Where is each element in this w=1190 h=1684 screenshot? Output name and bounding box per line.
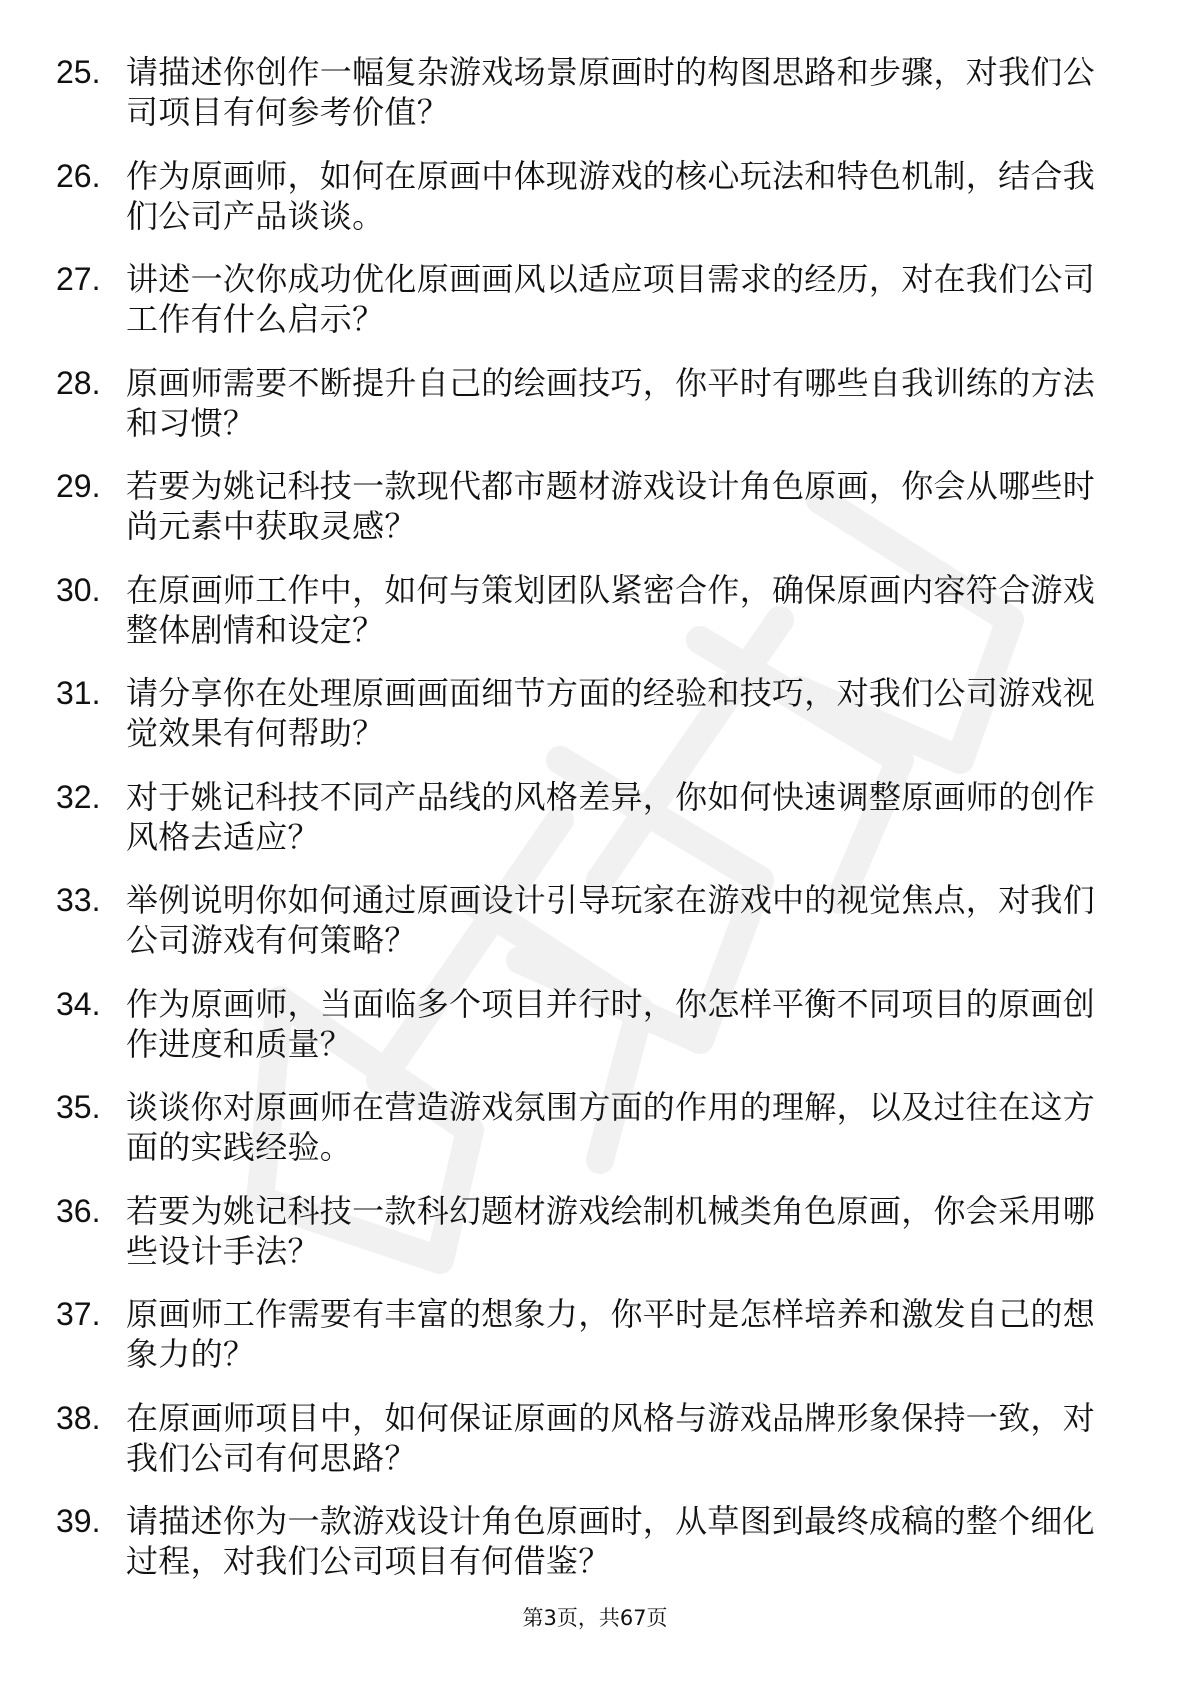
question-number: 27. [56,261,101,297]
question-number: 33. [56,882,101,918]
question-text: 请描述你为一款游戏设计角色原画时，从草图到最终成稿的整个细化过程，对我们公司项目有何借鉴？ [126,1502,1096,1580]
question-number: 25. [56,54,101,90]
question-text: 请描述你创作一幅复杂游戏场景原画时的构图思路和步骤，对我们公司项目有何参考价值？ [126,53,1096,131]
question-text: 原画师需要不断提升自己的绘画技巧，你平时有哪些自我训练的方法和习惯？ [126,363,1096,442]
question-text: 若要为姚记科技一款科幻题材游戏绘制机械类角色原画，你会采用哪些设计手法？ [126,1191,1096,1270]
question-item [0,1294,1190,1398]
question-number: 32. [56,778,101,815]
question-text: 谈谈你对原画师在营造游戏氛围方面的作用的理解，以及过往在这方面的实践经验。 [126,1088,1096,1166]
question-number: 34. [56,985,101,1022]
page-number-label: 第3页，共67页 [522,1606,668,1630]
question-item [0,777,1190,881]
question-text: 若要为姚记科技一款现代都市题材游戏设计角色原画，你会从哪些时尚元素中获取灵感？ [126,467,1096,545]
question-list [0,52,1190,1605]
question-text: 讲述一次你成功优化原画画风以适应项目需求的经历，对在我们公司工作有什么启示？ [126,260,1096,338]
question-item [0,1087,1190,1191]
question-text: 原画师工作需要有丰富的想象力，你平时是怎样培养和激发自己的想象力的？ [126,1295,1096,1373]
question-item [0,1501,1190,1605]
question-item [0,259,1190,363]
question-number: 36. [56,1192,101,1229]
page-footer [0,1604,1190,1632]
question-item [0,1191,1190,1295]
question-item [0,52,1190,156]
question-number: 39. [56,1503,101,1539]
question-item [0,570,1190,674]
question-number: 37. [56,1296,101,1332]
question-number: 28. [56,364,101,401]
question-text: 作为原画师，当面临多个项目并行时，你怎样平衡不同项目的原画创作进度和质量？ [126,984,1096,1063]
question-text: 对于姚记科技不同产品线的风格差异，你如何快速调整原画师的创作风格去适应？ [126,777,1096,856]
question-item [0,984,1190,1088]
question-text: 在原画师工作中，如何与策划团队紧密合作，确保原画内容符合游戏整体剧情和设定？ [126,570,1096,649]
question-item [0,880,1190,984]
question-text: 举例说明你如何通过原画设计引导玩家在游戏中的视觉焦点，对我们公司游戏有何策略？ [126,881,1096,959]
question-item [0,156,1190,260]
question-item [0,363,1190,467]
question-number: 35. [56,1089,101,1125]
question-text: 作为原画师，如何在原画中体现游戏的核心玩法和特色机制，结合我们公司产品谈谈。 [126,156,1096,235]
question-text: 请分享你在处理原画画面细节方面的经验和技巧，对我们公司游戏视觉效果有何帮助？ [126,674,1096,752]
question-item [0,673,1190,777]
question-text: 在原画师项目中，如何保证原画的风格与游戏品牌形象保持一致，对我们公司有何思路？ [126,1398,1096,1477]
question-number: 29. [56,468,101,504]
question-number: 31. [56,675,101,711]
question-item [0,466,1190,570]
question-item [0,1398,1190,1502]
question-number: 30. [56,571,101,608]
question-number: 38. [56,1399,101,1436]
question-number: 26. [56,157,101,194]
